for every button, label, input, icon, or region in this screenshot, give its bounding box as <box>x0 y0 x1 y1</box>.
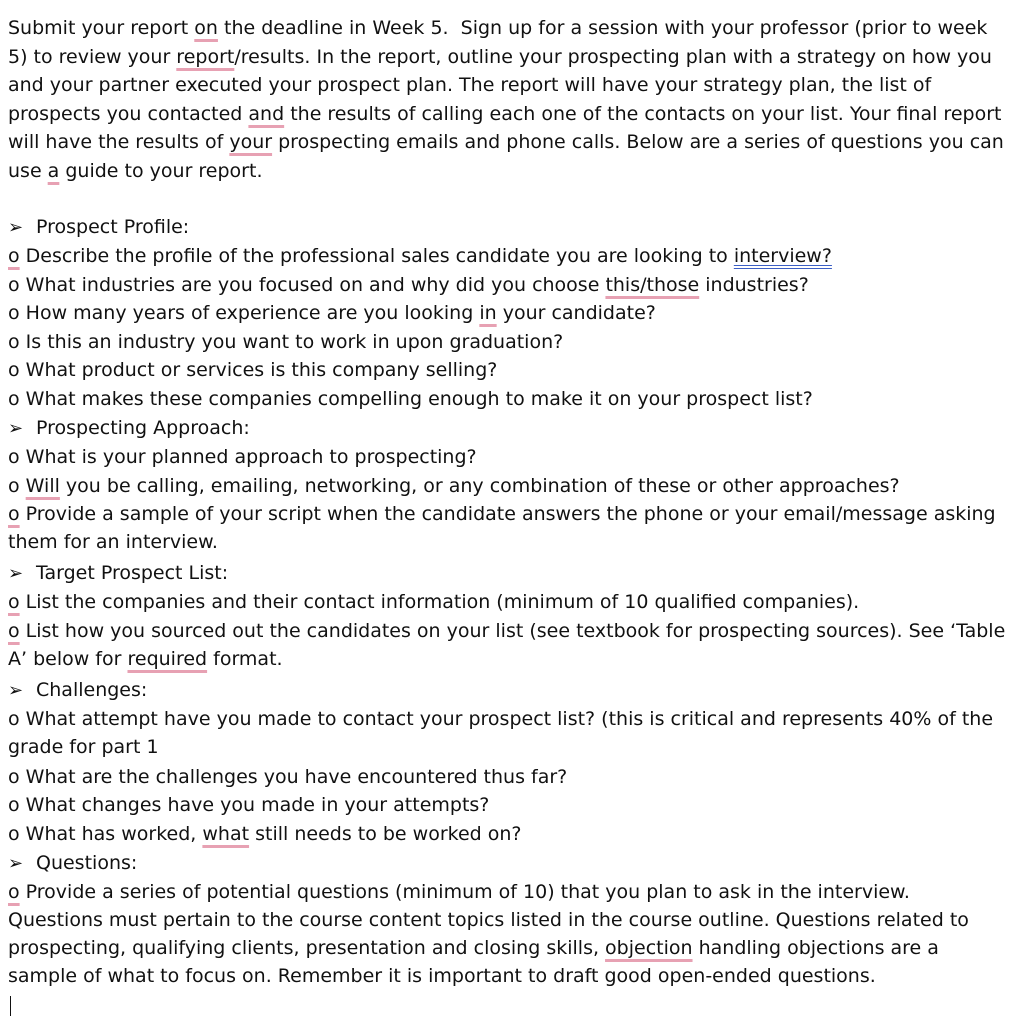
spell-flag: and <box>248 102 285 125</box>
arrow-bullet-icon: ➢ <box>8 418 24 439</box>
arrow-bullet-icon: ➢ <box>8 679 24 701</box>
bullet-item: o Provide a series of potential questions (minimum of 10) that you plan to ask in the interview. Questions must pertain to the course content topics listed in the course outline. Questions related to prospecting, qualifying clients, presentation and closing skills, objection handling objections are a sample of what to focus on. Remember it is important to draft good open-ended questions. <box>8 881 969 987</box>
bullet-item: o What attempt have you made to contact your prospect list? (this is critical and represents 40% of the grade for part 1 <box>8 707 994 758</box>
bullet-item: o List the companies and their contact information (minimum of 10 qualified companies). <box>8 591 860 613</box>
grammar-flag: interview? <box>733 245 832 267</box>
spell-flag: report <box>176 45 235 68</box>
section-heading-prospect-profile: ➢ Prospect Profile: <box>8 212 1008 242</box>
section-heading-questions: ➢ Questions: <box>8 848 1008 878</box>
bullet-item: o What product or services is this company selling? <box>8 359 498 381</box>
spell-flag: on <box>194 17 218 39</box>
bullet-item: o What has worked, what still needs to be worked on? <box>8 822 522 845</box>
bullet-item: o What industries are you focused on and why did you choose this/those industries? <box>8 273 809 296</box>
bullet-item: o Is this an industry you want to work in upon graduation? <box>8 330 564 353</box>
bullet-item: o What are the challenges you have encountered thus far? <box>8 765 568 788</box>
arrow-bullet-icon: ➢ <box>8 217 24 238</box>
spell-flag: a <box>47 159 60 182</box>
arrow-bullet-icon: ➢ <box>8 853 24 874</box>
text-cursor <box>10 996 11 1016</box>
bullet-item: o What makes these companies compelling enough to make it on your prospect list? <box>8 387 813 410</box>
arrow-bullet-icon: ➢ <box>8 563 24 584</box>
bullet-item: o What changes have you made in your attempts? <box>8 794 490 816</box>
bullet-item: o List how you sourced out the candidates on your list (see textbook for prospecting sources). See ‘Table A’ below for required format. <box>8 619 1006 670</box>
intro-paragraph: Submit your report on the deadline in Week 5. Sign up for a session with your professor (prior to week 5) to review your report/results. In the report, outline your prospecting plan with a strategy on how you and your partner executed your prospect plan. The report will have your strategy plan, the list of prospects you contacted and the results of calling each one of the contacts on your list. Your final report will have the results of your prospecting emails and phone calls. Below are a series of questions you can use a guide to your report. <box>8 17 1010 182</box>
spell-flag: your <box>229 131 273 153</box>
bullet-item: o Provide a sample of your script when the candidate answers the phone or your email/message asking them for an interview. <box>8 503 996 553</box>
section-heading-challenges: ➢ Challenges: <box>8 675 1008 705</box>
bullet-item: o Describe the profile of the professional sales candidate you are looking to interview? <box>8 245 832 267</box>
bullet-item: o How many years of experience are you looking in your candidate? <box>8 302 656 324</box>
bullet-item: o Will you be calling, emailing, networking, or any combination of these or other approaches? <box>8 474 900 497</box>
section-heading-prospecting-approach: ➢ Prospecting Approach: <box>8 413 1008 443</box>
bullet-item: o What is your planned approach to prospecting? <box>8 446 477 468</box>
section-heading-target-prospect-list: ➢ Target Prospect List: <box>8 558 1008 588</box>
document-body[interactable] <box>8 14 1008 992</box>
